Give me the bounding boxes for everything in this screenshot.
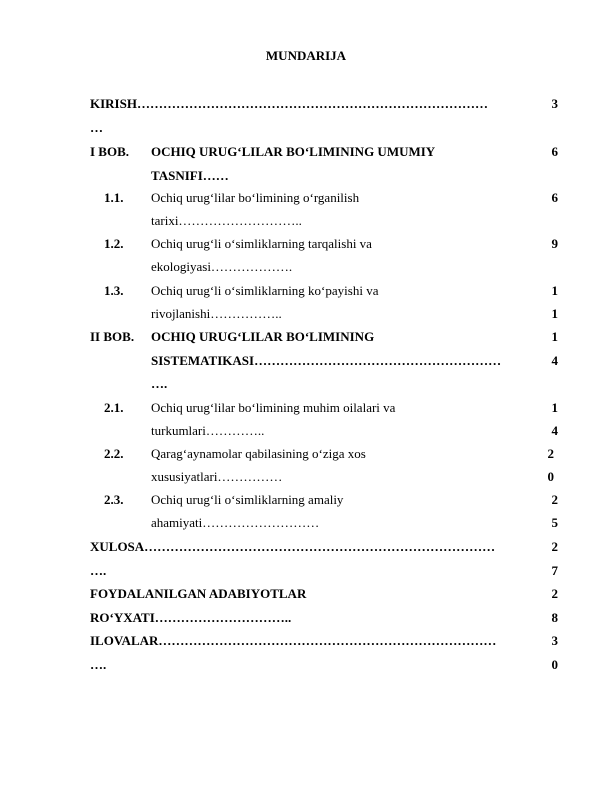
page-number: 3 — [551, 96, 558, 111]
toc-entry-text: RO‘YXATI………………………….. — [90, 610, 292, 625]
section-number: 1.2. — [104, 236, 124, 251]
section-title: Ochiq urug‘lilar bo‘limining muhim oilalari va — [151, 400, 396, 415]
chapter-title: SISTEMATIKASI………………………………………………… — [151, 353, 502, 368]
chapter-title: OCHIQ URUG‘LILAR BO‘LIMINING — [151, 329, 375, 344]
page-number: 0 — [551, 657, 558, 672]
section-title: ekologiyasi………………. — [151, 259, 293, 274]
page-number: 2 — [551, 539, 558, 554]
section-title: rivojlanishi…………….. — [151, 306, 282, 321]
chapter-title: TASNIFI…… — [151, 168, 229, 183]
section-title: tarixi……………………….. — [151, 213, 302, 228]
section-title: ahamiyati……………………… — [151, 515, 320, 530]
toc-entry-text: … — [90, 120, 103, 135]
page-number: 2 — [551, 492, 558, 507]
page-number: 4 — [551, 423, 558, 438]
section-number: 2.2. — [104, 446, 124, 461]
chapter-title: …. — [151, 376, 168, 391]
section-title: turkumlari………….. — [151, 423, 265, 438]
chapter-label: II BOB. — [90, 329, 135, 344]
section-title: Ochiq urug‘li o‘simliklarning tarqalishi va — [151, 236, 372, 251]
page-number: 8 — [551, 610, 558, 625]
section-title: Ochiq urug‘lilar bo‘limining o‘rganilish — [151, 190, 360, 205]
section-number: 2.1. — [104, 400, 124, 415]
section-title: Ochiq urug‘li o‘simliklarning ko‘payishi va — [151, 283, 379, 298]
section-title: Ochiq urug‘li o‘simliklarning amaliy — [151, 492, 344, 507]
page-number: 1 — [551, 283, 558, 298]
page-number: 4 — [551, 353, 558, 368]
section-number: 2.3. — [104, 492, 124, 507]
page-number: 6 — [551, 190, 558, 205]
chapter-title: OCHIQ URUG‘LILAR BO‘LIMINING UMUMIY — [151, 144, 436, 159]
section-title: Qarag‘aynamolar qabilasining o‘ziga xos — [151, 446, 366, 461]
page-number: 1 — [551, 306, 558, 321]
toc-title: MUNDARIJA — [265, 48, 347, 63]
toc-entry-text: XULOSA……………………………………………………………………… — [90, 539, 496, 554]
section-number: 1.3. — [104, 283, 124, 298]
toc-entry-text: ILOVALAR…………………………………………………………………… — [90, 633, 497, 648]
page-number: 9 — [551, 236, 558, 251]
page-number: 1 — [551, 329, 558, 344]
toc-entry-text: FOYDALANILGAN ADABIYOTLAR — [90, 586, 307, 601]
page-number: 0 — [547, 469, 554, 484]
page-number: 6 — [551, 144, 558, 159]
toc-entry-text: KIRISH……………………………………………………………………… — [90, 96, 488, 111]
page-number: 5 — [551, 515, 558, 530]
section-number: 1.1. — [104, 190, 124, 205]
toc-entry-text: …. — [90, 563, 107, 578]
page-number: 7 — [551, 563, 558, 578]
page-number: 1 — [551, 400, 558, 415]
page-number: 3 — [551, 633, 558, 648]
section-title: xususiyatlari…………… — [151, 469, 283, 484]
page-number: 2 — [547, 446, 554, 461]
toc-entry-text: …. — [90, 657, 107, 672]
page-number: 2 — [551, 586, 558, 601]
chapter-label: I BOB. — [90, 144, 130, 159]
